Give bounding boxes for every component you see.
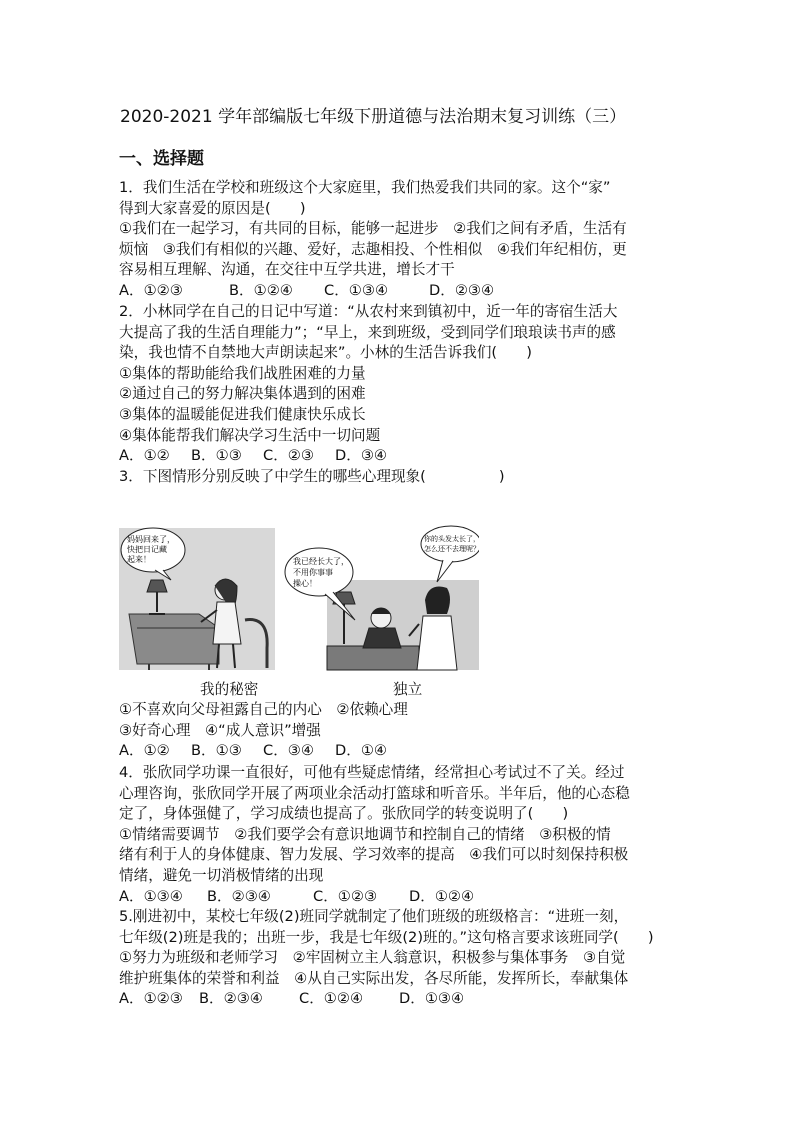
bubble-text: 妈妈回来了， <box>127 535 175 544</box>
bubble-text: 你的头发太长了， <box>424 535 479 543</box>
question-line: ①努力为班级和老师学习 ②牢固树立主人翁意识，积极参与集体事务 ③自觉 <box>119 949 626 967</box>
option-d: D．①③④ <box>399 990 465 1008</box>
question-1 <box>119 178 679 302</box>
answer-options <box>119 887 679 908</box>
question-line: 得到大家喜爱的原因是( ) <box>119 199 306 217</box>
question-line: 定了，身体强健了，学习成绩也提高了。张欣同学的转变说明了( ) <box>119 805 569 823</box>
answer-options <box>119 446 679 467</box>
caption-left: 我的秘密 <box>200 681 259 698</box>
question-line: ③集体的温暖能促进我们健康快乐成长 <box>119 405 366 423</box>
question-4 <box>119 763 679 907</box>
bubble-text: 我已经长大了， <box>293 557 349 566</box>
answer-options <box>119 281 679 302</box>
answer-options <box>119 989 679 1010</box>
caption-right: 独立 <box>393 681 423 698</box>
section-heading: 一、选择题 <box>119 149 204 169</box>
option-a: A．①②③ <box>119 990 183 1008</box>
option-d: D．②③④ <box>429 281 495 299</box>
option-d: D．①②④ <box>409 887 475 905</box>
question-line: ①不喜欢向父母袒露自己的内心 ②依赖心理 <box>119 701 408 718</box>
bubble-text: 操心！ <box>293 579 317 588</box>
cartoon-figure <box>119 524 479 674</box>
question-2 <box>119 302 679 487</box>
option-b: B．①③ <box>191 447 242 465</box>
page-title: 2020-2021 学年部编版七年级下册道德与法治期末复习训练（三） <box>120 107 627 127</box>
question-line: 1．我们生活在学校和班级这个大家庭里，我们热爱我们共同的家。这个“家” <box>119 179 611 196</box>
speech-bubble-mother <box>421 526 479 582</box>
question-line: 容易相互理解、沟通，在交往中互学共进，增长才干 <box>119 261 455 279</box>
option-a: A．①② <box>119 742 170 760</box>
bubble-text: 起来！ <box>127 555 151 564</box>
option-b: B．①③ <box>191 742 242 760</box>
option-c: C．①③④ <box>324 281 389 299</box>
option-a: A．①②③ <box>119 281 183 299</box>
question-line: ①集体的帮助能给我们战胜困难的力量 <box>119 364 366 382</box>
question-line: 七年级(2)班是我的；出班一步，我是七年级(2)班的。”这句格言要求该班同学( ) <box>119 928 654 946</box>
question-line: 绪有利于人的身体健康、智力发展、学习效率的提高 ④我们可以时刻保持积极 <box>119 846 629 864</box>
option-b: B．②③④ <box>199 990 263 1008</box>
question-line: ①情绪需要调节 ②我们要学会有意识地调节和控制自己的情绪 ③积极的情 <box>119 825 611 843</box>
option-d: D．③④ <box>335 447 387 465</box>
question-3-stem: 3．下图情形分别反映了中学生的哪些心理现象( ) <box>119 467 505 485</box>
option-c: C．②③ <box>263 447 314 465</box>
question-line: ④集体能帮我们解决学习生活中一切问题 <box>119 426 381 444</box>
option-c: C．③④ <box>263 742 314 760</box>
option-b: B．②③④ <box>207 887 271 905</box>
answer-options <box>119 741 679 762</box>
option-a: A．①③④ <box>119 887 183 905</box>
question-line: 5.刚进初中，某校七年级(2)班同学就制定了他们班级的班级格言：“进班一刻， <box>119 908 629 925</box>
bubble-text: 快把日记藏 <box>127 545 167 554</box>
question-line: ①我们在一起学习，有共同的目标，能够一起进步 ②我们之间有矛盾，生活有 <box>119 220 627 238</box>
question-3-choices <box>119 700 679 762</box>
question-line: 情绪，避免一切消极情绪的出现 <box>119 866 324 884</box>
question-line: ③好奇心理 ④“成人意识”增强 <box>119 721 321 739</box>
option-b: B．①②④ <box>229 281 293 299</box>
question-line: 染，我也情不自禁地大声朗读起来”。小林的生活告诉我们( ) <box>119 344 532 362</box>
bubble-text: 不用你事事 <box>293 568 333 577</box>
question-line: 大提高了我的生活自理能力”；“早上，来到班级，受到同学们琅琅读书声的感 <box>119 323 616 341</box>
question-line: 心理咨询，张欣同学开展了两项业余活动打篮球和听音乐。半年后，他的心态稳 <box>119 784 630 802</box>
speech-bubble-boy <box>285 548 355 620</box>
question-line: 维护班集体的荣誉和利益 ④从自己实际出发，各尽所能，发挥所长，奉献集体 <box>119 969 629 987</box>
question-line: ②通过自己的努力解决集体遇到的困难 <box>119 385 366 403</box>
question-line: 4．张欣同学功课一直很好，可他有些疑虑情绪，经常担心考试过不了关。经过 <box>119 764 625 781</box>
question-line: 2．小林同学在自己的日记中写道：“从农村来到镇初中，近一年的寄宿生活大 <box>119 303 618 320</box>
bubble-text: 怎么还不去理呢？ <box>424 545 479 553</box>
option-c: C．①②④ <box>299 990 364 1008</box>
option-d: D．①④ <box>335 742 387 760</box>
question-line: 烦恼 ③我们有相似的兴趣、爱好，志趣相投、个性相似 ④我们年纪相仿，更 <box>119 240 627 258</box>
cartoon-illustration <box>119 524 479 674</box>
question-5 <box>119 907 679 1010</box>
option-a: A．①② <box>119 447 170 465</box>
option-c: C．①②③ <box>313 887 378 905</box>
